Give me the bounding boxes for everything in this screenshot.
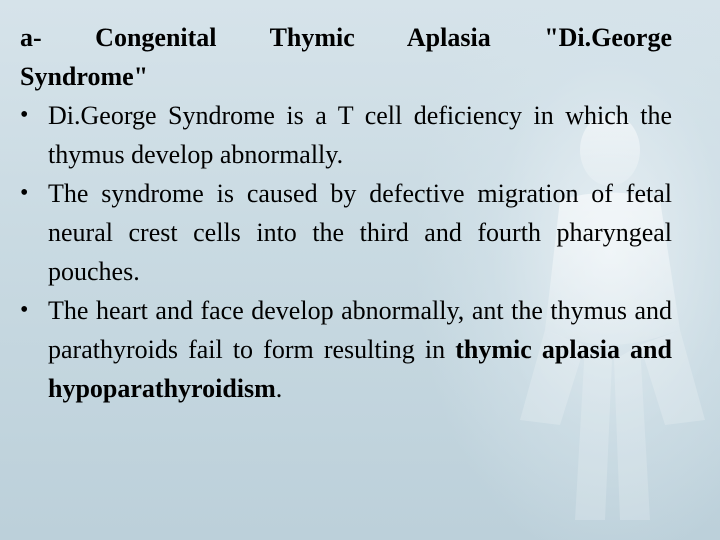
bullet-bold-text: thymic aplasia and hypoparathyroidism: [48, 335, 672, 403]
bullet-item: [20, 96, 672, 174]
slide-title-line-1: a- Congenital Thymic Aplasia "Di.George: [20, 23, 672, 52]
slide-title: [20, 18, 672, 96]
bullet-item: [20, 174, 672, 291]
slide-content: [20, 18, 672, 408]
bullet-text: Di.George Syndrome is a T cell deficiency in which the thymus develop abnormally.: [48, 101, 672, 169]
bullet-text: The heart and face develop abnormally, ant the thymus and parathyroids fail to form resulting in: [48, 296, 672, 364]
bullet-text: The syndrome is caused by defective migration of fetal neural crest cells into the third and fourth pharyngeal pouches.: [48, 179, 672, 286]
slide-title-line-2: Syndrome": [20, 62, 149, 91]
bullet-trailing-punctuation: .: [275, 374, 283, 403]
bullet-list: [20, 96, 672, 408]
bullet-dot-icon: •: [20, 180, 29, 206]
bullet-dot-icon: •: [20, 102, 29, 128]
bullet-dot-icon: •: [20, 297, 29, 323]
bullet-item: [20, 291, 672, 408]
